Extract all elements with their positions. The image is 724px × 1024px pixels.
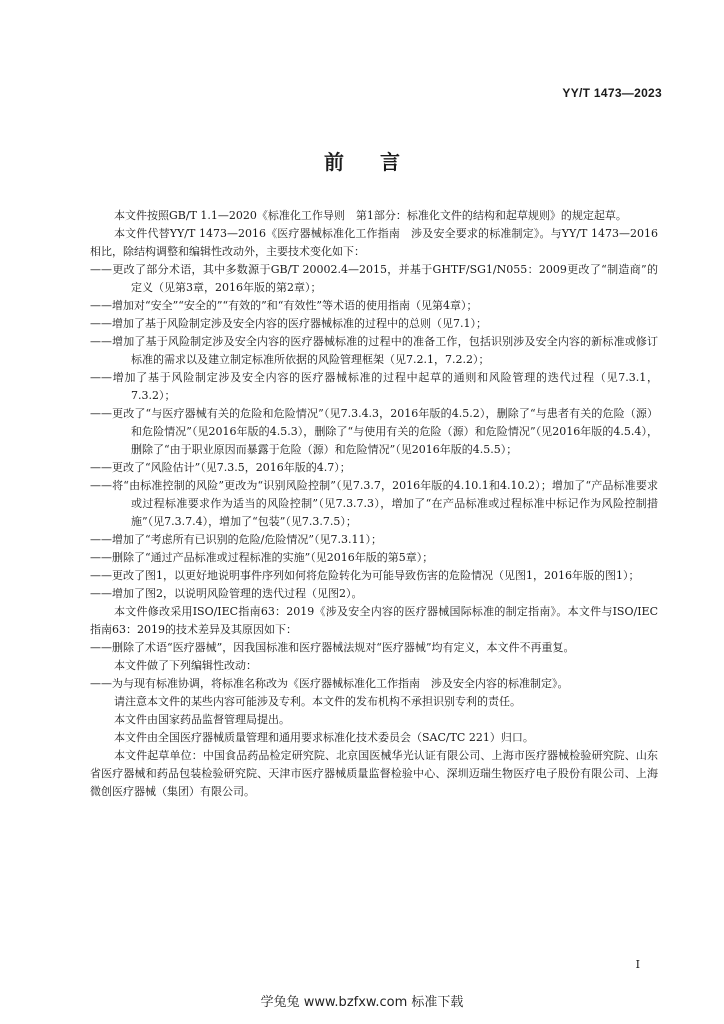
change-item: ——更改了部分术语，其中多数源于GB/T 20002.4—2015，并基于GHTF/SG1/N055：2009更改了“制造商”的定义（见第3章，2016年版的第2章）；	[90, 263, 658, 294]
change-item: ——增加了基于风险制定涉及安全内容的医疗器械标准的过程中起草的通则和风险管理的迭代过程（见7.3.1，7.3.2）；	[90, 371, 658, 402]
change-item: ——更改了“与医疗器械有关的危险和危险情况”（见7.3.4.3，2016年版的4.5.2），删除了“与患者有关的危险（源）和危险情况”（见2016年版的4.5.3），删除了“与使用有关的危险（源）和危险情况”（见2016年版的4.5.4），删除了“由于职业原因而暴露于危险（源）和危险情况”（见2016年版的4.5.5）；	[90, 407, 658, 456]
document-body	[90, 207, 658, 801]
change-item: ——将“由标准控制的风险”更改为“识别风险控制”（见7.3.7，2016年版的4.10.1和4.10.2）；增加了“产品标准要求或过程标准要求作为适当的风险控制”（见7.3.7.3），增加了“在产品标准或过程标准中标记作为风险控制措施”（见7.3.7.4），增加了“包装”（见7.3.7.5）；	[90, 479, 658, 528]
paragraph-proposer: 本文件由国家药品监督管理局提出。	[114, 713, 290, 726]
standard-code: YY/T 1473—2023	[562, 86, 662, 100]
change-item: ——增加了“考虑所有已识别的危险/危险情况”（见7.3.11）；	[90, 533, 382, 546]
page-title: 前言	[324, 150, 436, 174]
paragraph-drafting-rules: 本文件按照GB/T 1.1—2020《标准化工作导则 第1部分：标准化文件的结构和起草规则》的规定起草。	[114, 209, 627, 222]
change-item: ——更改了“风险估计”（见7.3.5，2016年版的4.7）；	[90, 461, 351, 474]
change-item: ——增加对“安全”“安全的”“有效的”和“有效性”等术语的使用指南（见第4章）；	[90, 299, 478, 312]
paragraph-editorial: 本文件做了下列编辑性改动：	[114, 659, 257, 672]
change-item: ——更改了图1，以更好地说明事件序列如何将危险转化为可能导致伤害的危险情况（见图1，2016年版的图1）；	[90, 569, 640, 582]
paragraph-committee: 本文件由全国医疗器械质量管理和通用要求标准化技术委员会（SAC/TC 221）归口。	[114, 731, 534, 744]
change-item: ——删除了“通过产品标准或过程标准的实施”（见2016年版的第5章）；	[90, 551, 434, 564]
editorial-item: ——为与现有标准协调，将标准名称改为《医疗器械标准化工作指南 涉及安全内容的标准制定》。	[90, 677, 569, 690]
paragraph-replacement: 本文件代替YY/T 1473—2016《医疗器械标准化工作指南 涉及安全要求的标准制定》。与YY/T 1473—2016相比，除结构调整和编辑性改动外，主要技术变化如下：	[90, 227, 658, 258]
difference-item: ——删除了术语“医疗器械”，因我国标准和医疗器械法规对“医疗器械”均有定义，本文件不再重复。	[90, 641, 575, 654]
site-watermark: 学兔兔 www.bzfxw.com 标准下载	[260, 995, 464, 1010]
change-item: ——增加了基于风险制定涉及安全内容的医疗器械标准的过程中的总则（见7.1）；	[90, 317, 487, 330]
paragraph-drafting-units: 本文件起草单位：中国食品药品检定研究院、北京国医械华光认证有限公司、上海市医疗器械检验研究院、山东省医疗器械和药品包装检验研究院、天津市医疗器械质量监督检验中心、深圳迈瑞生物医疗电子股份有限公司、上海微创医疗器械（集团）有限公司。	[90, 749, 658, 798]
change-item: ——增加了基于风险制定涉及安全内容的医疗器械标准的过程中的准备工作，包括识别涉及安全内容的新标准或修订标准的需求以及建立制定标准所依据的风险管理框架（见7.2.1，7.2.2）；	[90, 335, 658, 366]
paragraph-adoption: 本文件修改采用ISO/IEC指南63：2019《涉及安全内容的医疗器械国际标准的制定指南》。本文件与ISO/IEC指南63：2019的技术差异及其原因如下：	[90, 605, 658, 636]
change-item: ——增加了图2，以说明风险管理的迭代过程（见图2）。	[90, 587, 363, 600]
page-number: I	[635, 958, 640, 971]
paragraph-patent-note: 请注意本文件的某些内容可能涉及专利。本文件的发布机构不承担识别专利的责任。	[114, 695, 521, 708]
